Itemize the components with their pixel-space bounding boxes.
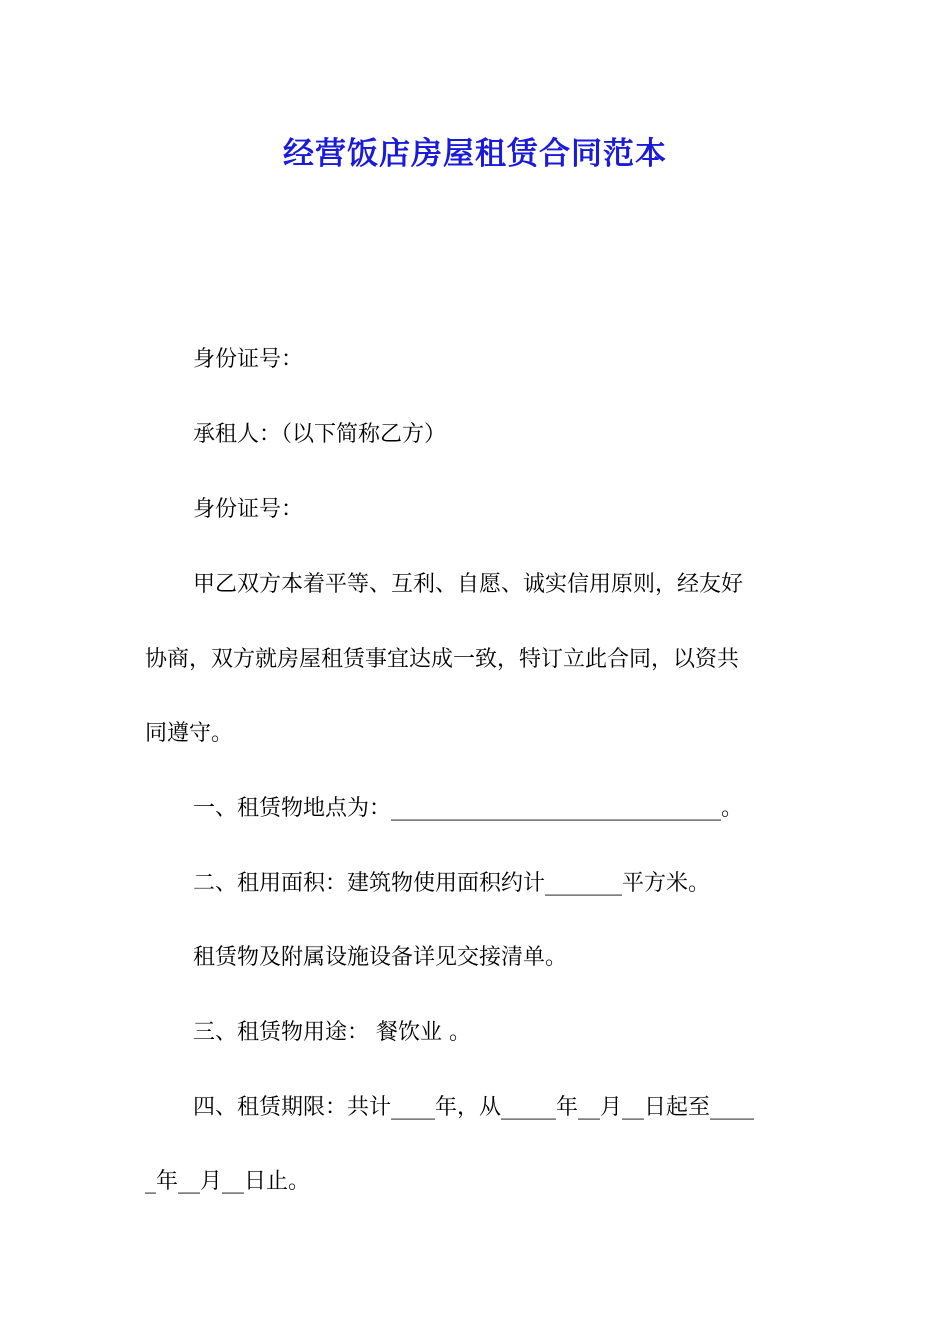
preamble-line-1: 甲乙双方本着平等、互利、自愿、诚实信用原则，经友好: [193, 572, 744, 597]
preamble-line-3: 同遵守。: [145, 721, 234, 746]
preamble-line-2: 协商，双方就房屋租赁事宜达成一致，特订立此合同，以资共: [145, 647, 740, 672]
clause-2-facilities: 租赁物及附属设施设备详见交接清单。: [193, 945, 568, 970]
id-number-line-1: 身份证号：: [193, 347, 304, 372]
id-number-line-2: 身份证号：: [193, 497, 304, 522]
lessee-line: 承租人：（以下简称乙方）: [193, 422, 447, 447]
clause-1-location: 一、租赁物地点为：______________________________。: [193, 796, 744, 821]
clause-4-term-line-1: 四、租赁期限：共计____年，从_____年__月__日起至____: [193, 1095, 755, 1120]
clause-3-usage: 三、租赁物用途： 餐饮业 。: [193, 1020, 471, 1045]
clause-2-area: 二、租用面积：建筑物使用面积约计_______平方米。: [193, 871, 711, 896]
document-title: 经营饭店房屋租赁合同范本: [283, 136, 667, 172]
clause-4-term-line-2: _年__月__日止。: [145, 1169, 311, 1194]
